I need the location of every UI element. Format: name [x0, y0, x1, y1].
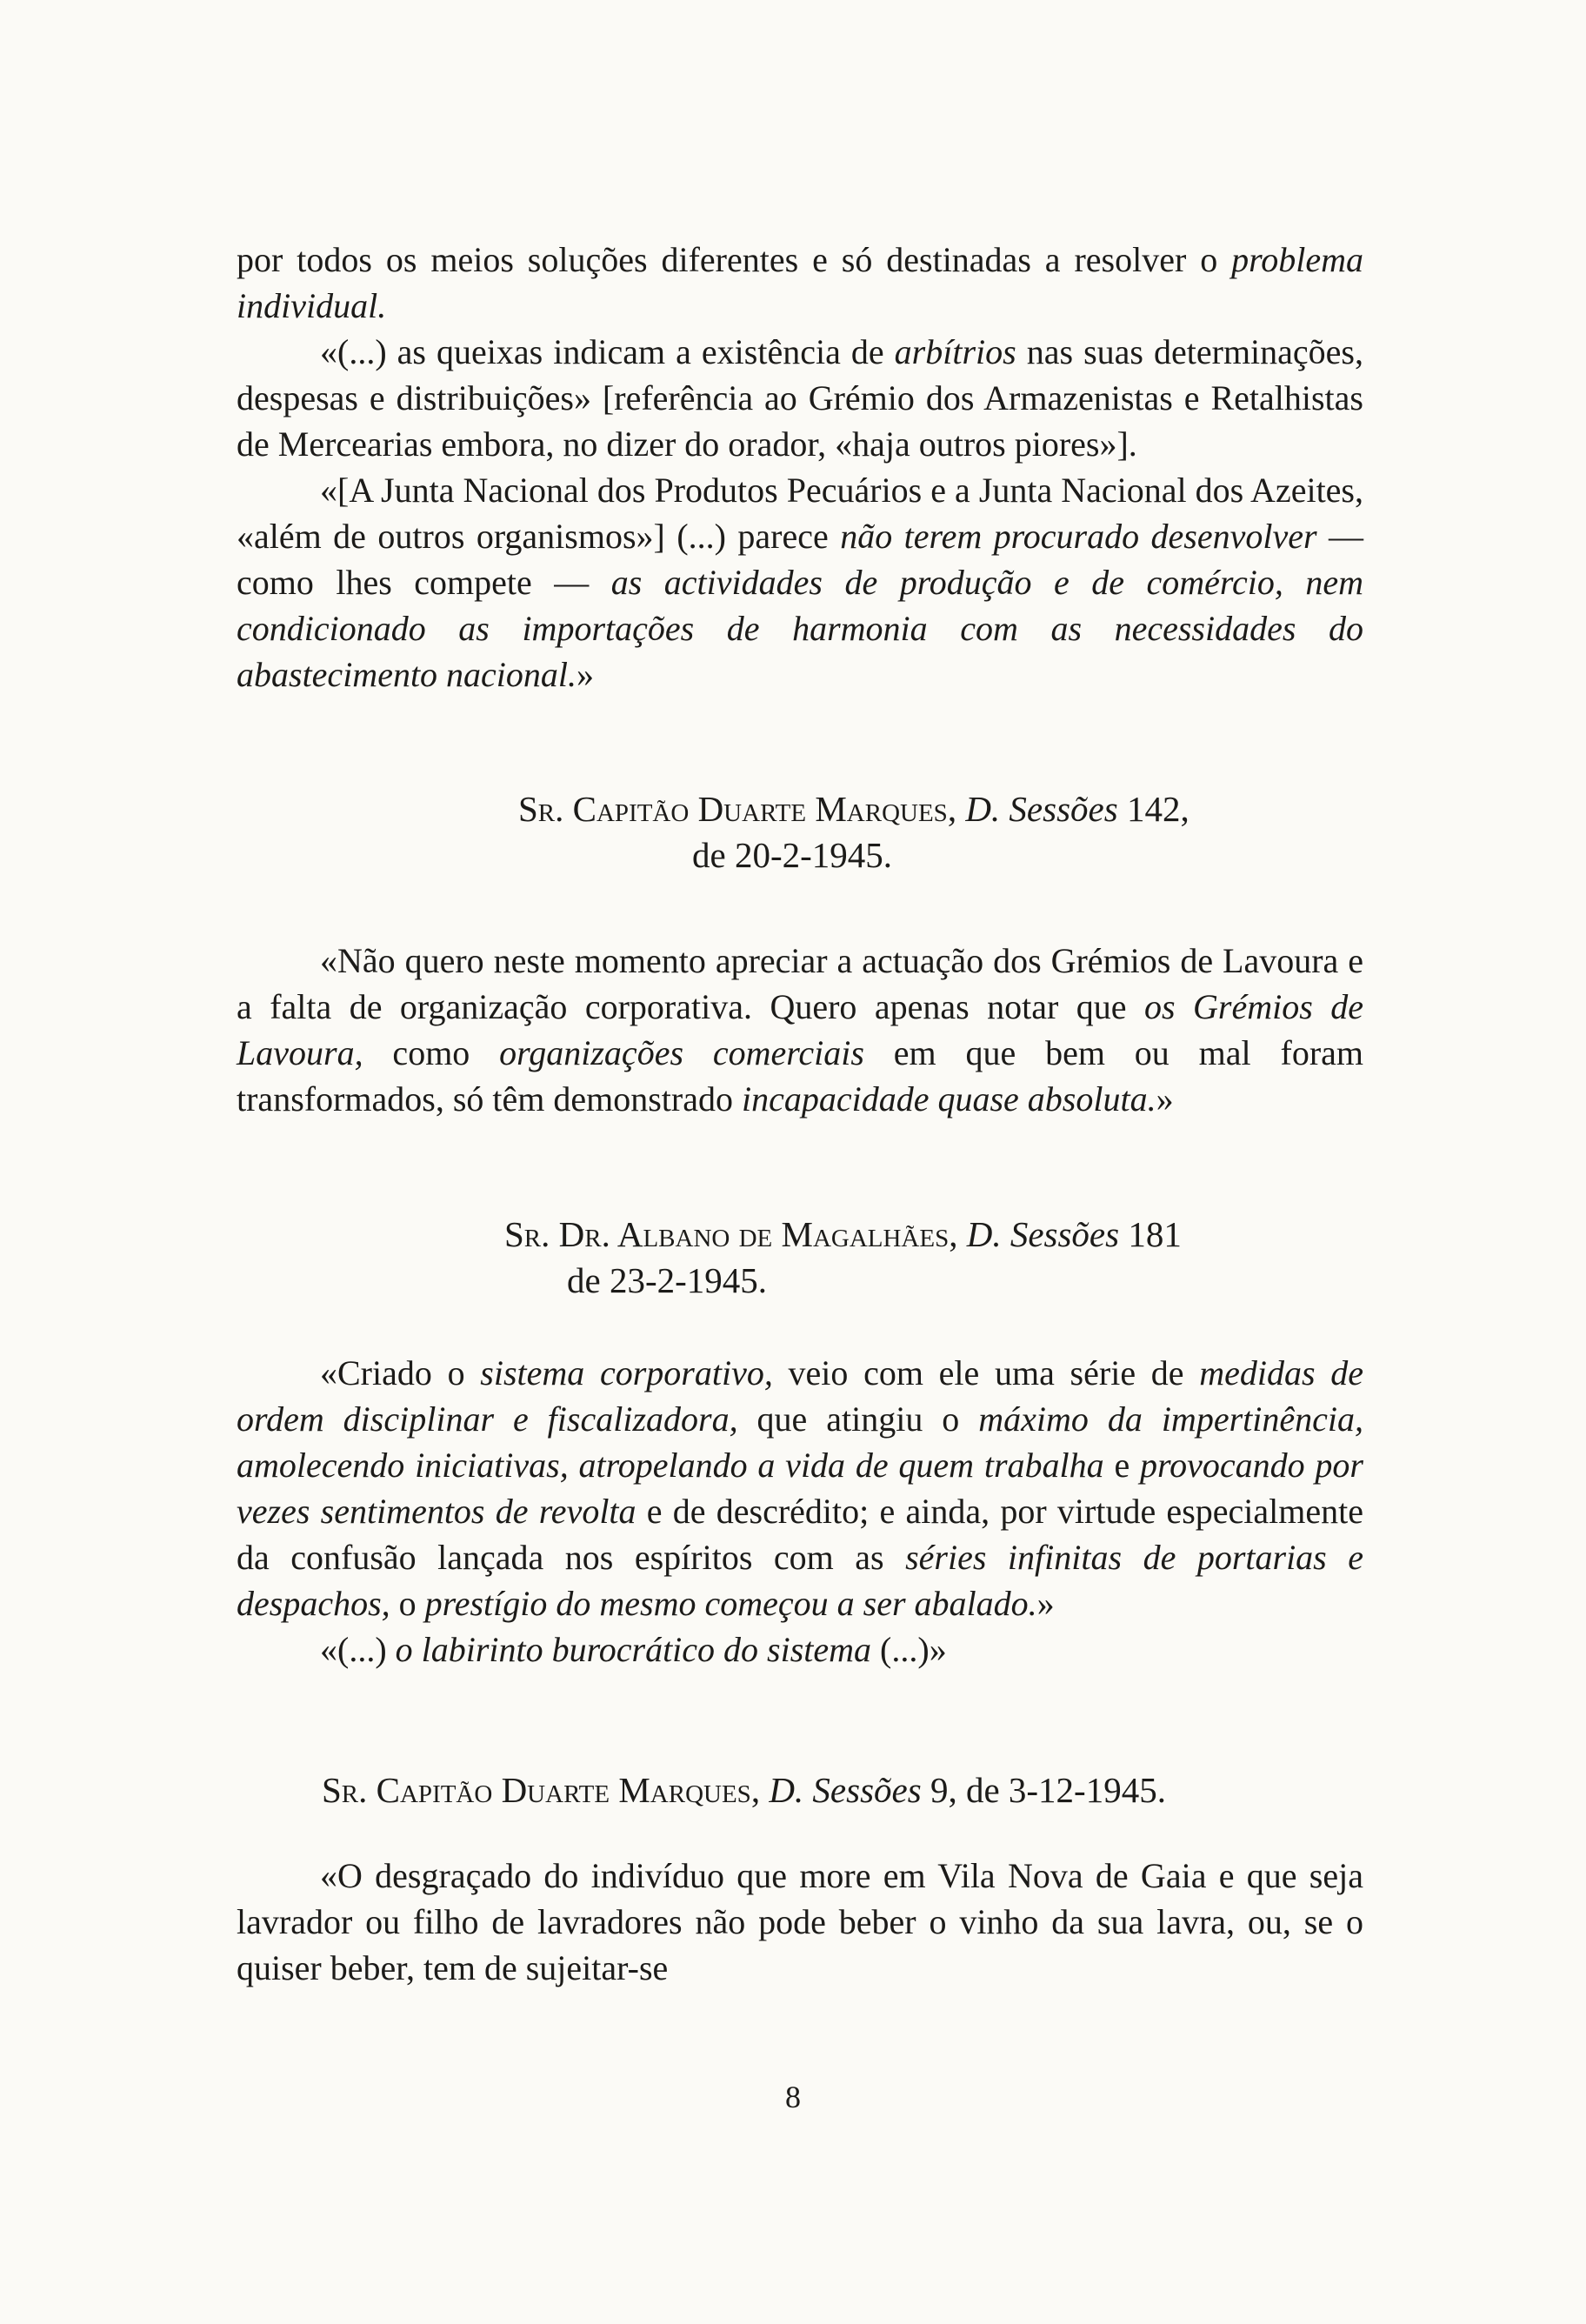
paragraph-sistema-corporativo: «Criado o sistema corporativo, veio com ele uma série de medidas de ordem disciplinar e fiscalizadora, que atingiu o máximo da impertinência, amolecendo iniciativas, atropelando a vida de quem trabalha e provocando por vezes sentimentos de revolta e de descrédito; e ainda, por virtude especialmente da confusão lançada nos espíritos com as séries infinitas de portarias e despachos, o prestígio do mesmo começou a ser abalado.»	[237, 1353, 1364, 1623]
paragraph-junta-nacional: «[A Junta Nacional dos Produtos Pecuários e a Junta Nacional dos Azeites, «além de outros organismos»] (...) parece não terem procurado desenvolver — como lhes compete — as actividades de produção e de comércio, nem condicionado as importações de harmonia com as necessidades do abastecimento nacional.»	[237, 471, 1363, 694]
attribution-3: Sr. Capitão Duarte Marques, D. Sessões 9, de 3-12-1945.	[322, 1770, 1166, 1810]
page-number: 8	[785, 2080, 801, 2114]
attribution-1: Sr. Capitão Duarte Marques, D. Sessões 142, de 20-2-1945.	[518, 789, 1190, 875]
paragraph-labirinto: «(...) o labirinto burocrático do sistema (...)»	[320, 1630, 947, 1669]
paragraph-queixas: «(...) as queixas indicam a existência de arbítrios nas suas determinações, despesas e distribuições» [referência ao Grémio dos Armazenistas e Retalhistas de Mercearias embora, no dizer do orador, «haja outros piores»].	[237, 332, 1363, 464]
attribution-2: Sr. Dr. Albano de Magalhães, D. Sessões 181 de 23-2-1945.	[504, 1214, 1182, 1300]
quote-block-3	[237, 1350, 1363, 1673]
quote-block-1	[237, 237, 1363, 698]
paragraph-continuation: por todos os meios soluções diferentes e só destinadas a resolver o problema individual.	[237, 240, 1363, 325]
quote-block-2	[237, 938, 1363, 1122]
quote-block-4	[237, 1853, 1363, 1991]
paragraph-gremios-lavoura: «Não quero neste momento apreciar a actuação dos Grémios de Lavoura e a falta de organização corporativa. Quero apenas notar que os Grémios de Lavoura, como organizações comerciais em que bem ou mal foram transformados, só têm demonstrado incapacidade quase absoluta.»	[237, 941, 1364, 1119]
paragraph-vila-nova-gaia: «O desgraçado do indivíduo que more em Vila Nova de Gaia e que seja lavrador ou filho de lavradores não pode beber o vinho da sua lavra, ou, se o quiser beber, tem de sujeitar-se	[237, 1856, 1363, 1987]
